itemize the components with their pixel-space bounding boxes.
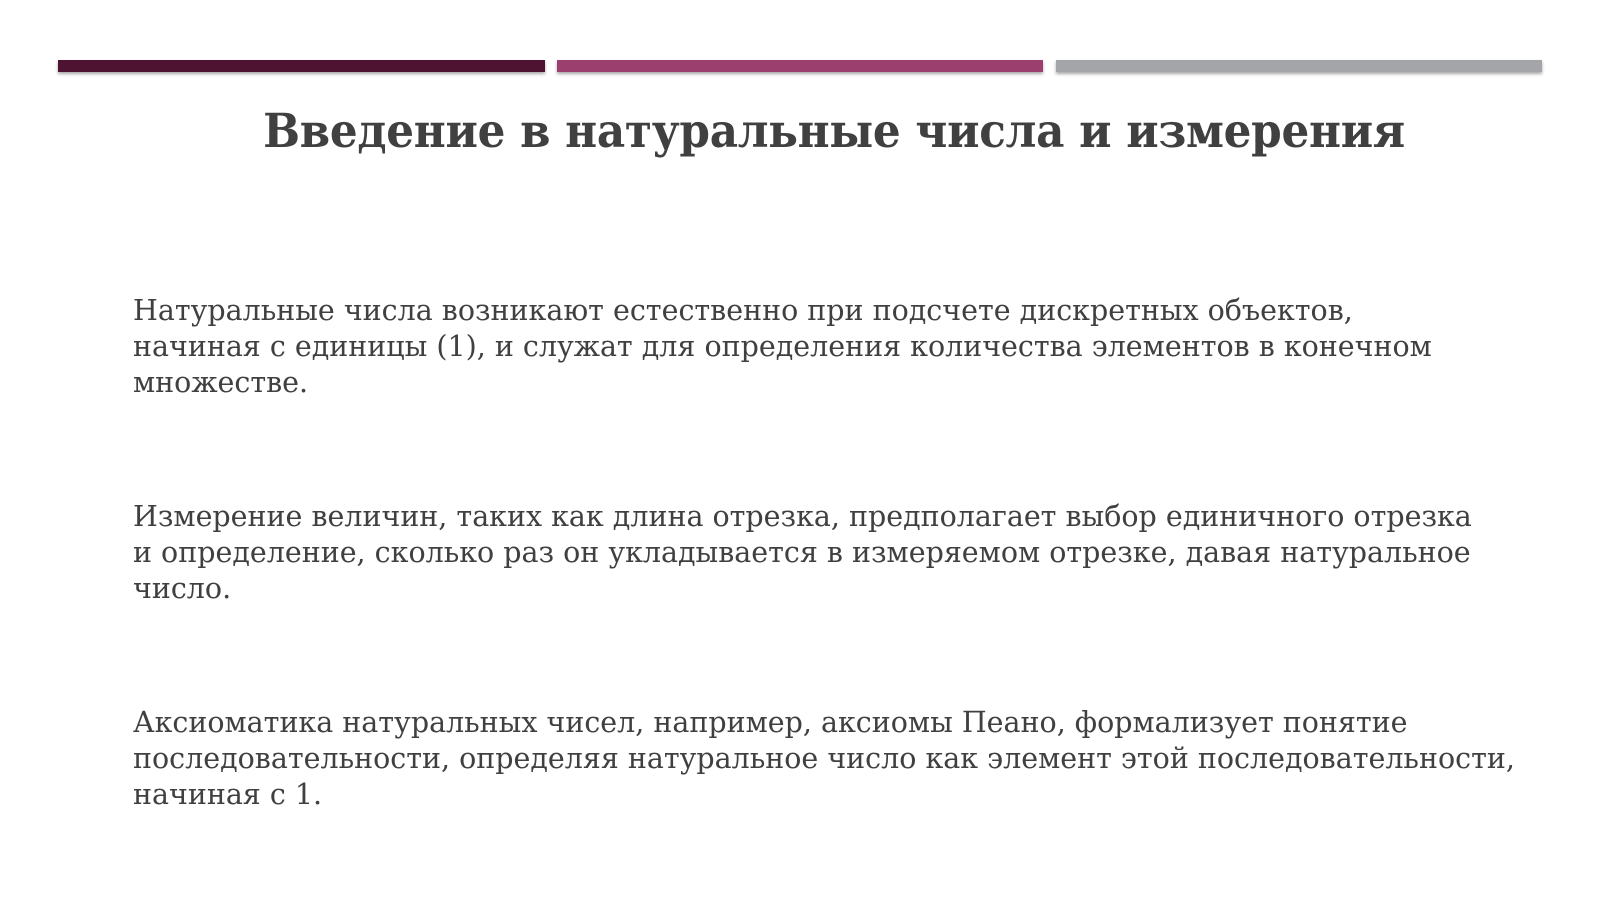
paragraph-line: Натуральные числа возникают естественно при подсчете дискретных объектов,: [133, 294, 1353, 327]
paragraph-line: начиная с единицы (1), и служат для определения количества элементов в конечном: [133, 330, 1432, 363]
paragraph-line: Измерение величин, таких как длина отрезка, предполагает выбор единичного отрезка: [133, 500, 1472, 533]
slide-title: Введение в натуральные числа и измерения: [263, 104, 1405, 159]
paragraph-line: множестве.: [133, 366, 309, 399]
paragraph-natural-numbers: [133, 293, 1585, 401]
accent-bar-gray: [1056, 60, 1542, 72]
paragraph-line: последовательности, определяя натуральное число как элемент этой последовательности,: [133, 742, 1515, 775]
paragraph-measurement: [133, 499, 1585, 607]
accent-bar-magenta: [557, 60, 1043, 72]
paragraph-line: начиная с 1.: [133, 778, 323, 811]
accent-bar-dark: [58, 60, 545, 72]
paragraph-line: и определение, сколько раз он укладывается в измеряемом отрезке, давая натуральное: [133, 536, 1471, 569]
paragraph-line: число.: [133, 572, 232, 605]
paragraph-axiomatics: [133, 705, 1585, 813]
paragraph-line: Аксиоматика натуральных чисел, например, аксиомы Пеано, формализует понятие: [133, 706, 1408, 739]
